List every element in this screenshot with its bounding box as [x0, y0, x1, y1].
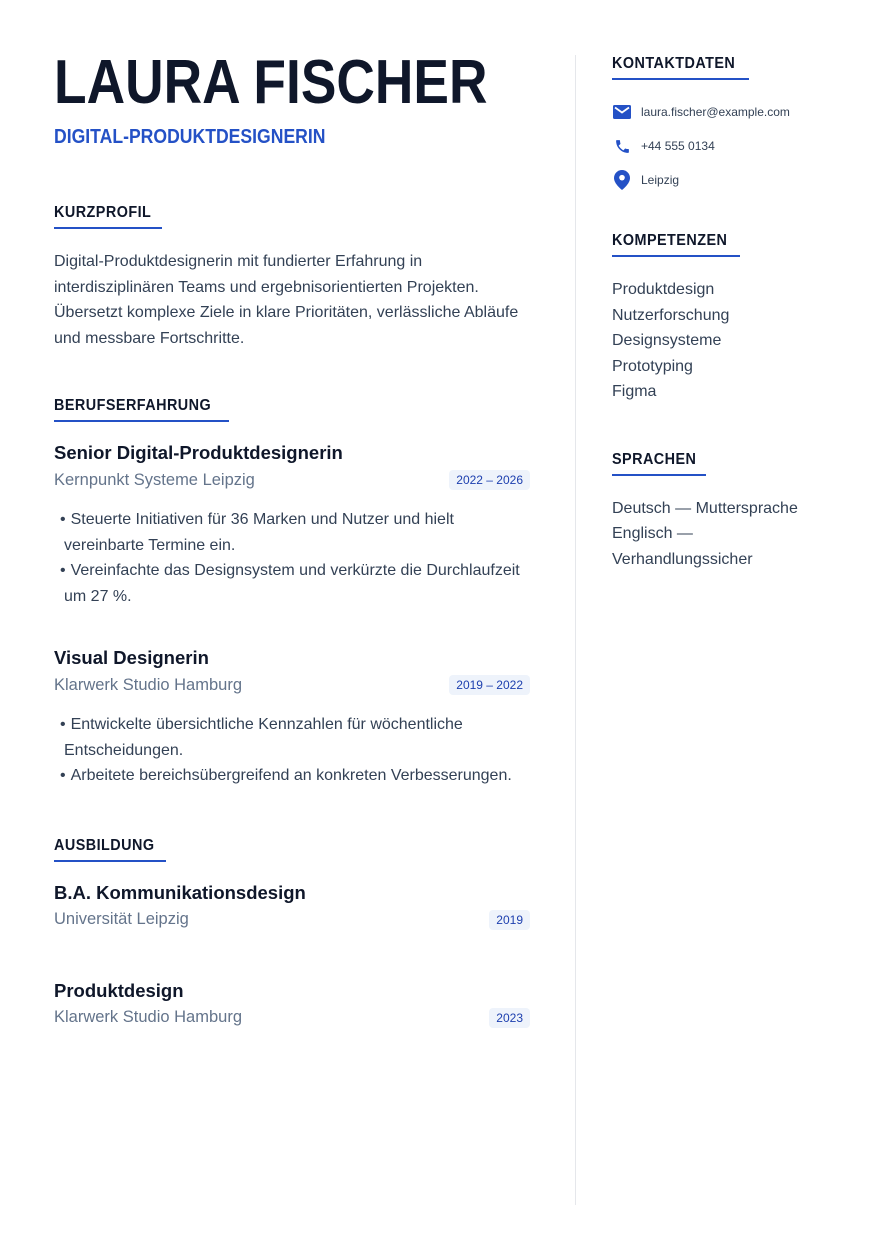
candidate-name: LAURA FISCHER	[54, 48, 488, 117]
education-degree: Produktdesign	[54, 979, 184, 1001]
skills-section	[612, 232, 852, 405]
location-pin-icon	[612, 170, 632, 190]
contact-phone-text: +44 555 0134	[641, 139, 715, 153]
column-divider	[575, 55, 576, 1205]
contact-phone[interactable]	[612, 136, 852, 156]
section-title-skills: KOMPETENZEN	[612, 232, 740, 257]
mail-icon	[612, 102, 632, 122]
contact-email-text: laura.fischer@example.com	[641, 105, 790, 119]
candidate-role: DIGITAL-PRODUKTDESIGNERIN	[54, 126, 326, 148]
education-year-badge: 2019	[489, 910, 530, 930]
education-school: Universität Leipzig	[54, 910, 189, 928]
list-item: Nutzerforschung	[612, 306, 730, 324]
list-item: • Vereinfachte das Designsystem und verkürzte die Durchlaufzeit um 27 %.	[54, 558, 530, 609]
profile-section	[54, 204, 530, 351]
job-company: Klarwerk Studio Hamburg	[54, 675, 242, 694]
education-entry	[54, 980, 530, 1028]
languages-section	[612, 451, 852, 573]
list-item: Designsysteme	[612, 332, 722, 349]
contact-email[interactable]	[612, 102, 852, 122]
section-title-education: AUSBILDUNG	[54, 837, 166, 862]
education-school: Klarwerk Studio Hamburg	[54, 1008, 242, 1026]
job-company: Kernpunkt Systeme Leipzig	[54, 470, 255, 489]
list-item: • Steuerte Initiativen für 36 Marken und Nutzer und hielt vereinbarte Termine ein.	[54, 507, 530, 558]
phone-icon	[612, 136, 632, 156]
list-item: Deutsch — Muttersprache	[612, 499, 798, 517]
side-column	[612, 55, 852, 572]
job-dates-badge: 2019 – 2022	[449, 675, 530, 695]
section-title-profile: KURZPROFIL	[54, 204, 162, 229]
contact-location	[612, 170, 852, 190]
education-year-badge: 2023	[489, 1008, 530, 1028]
list-item: Produktdesign	[612, 281, 715, 298]
list-item: Verhandlungssicher	[612, 550, 753, 568]
job-title: Visual Designerin	[54, 647, 209, 668]
contact-location-text: Leipzig	[641, 173, 680, 187]
job-entry	[54, 442, 530, 609]
contact-section	[612, 55, 852, 190]
section-title-languages: SPRACHEN	[612, 451, 706, 476]
job-bullets	[54, 507, 530, 609]
section-title-experience: BERUFSERFAHRUNG	[54, 397, 229, 422]
section-title-contact: KONTAKTDATEN	[612, 55, 749, 80]
education-entry	[54, 882, 530, 930]
list-item: Englisch —	[612, 525, 693, 542]
job-bullets	[54, 712, 530, 789]
list-item: • Entwickelte übersichtliche Kennzahlen für wöchentliche Entscheidungen.	[54, 712, 530, 763]
main-column	[54, 48, 530, 1028]
experience-section	[54, 397, 530, 789]
list-item: Figma	[612, 383, 657, 400]
job-dates-badge: 2022 – 2026	[449, 470, 530, 490]
list-item: • Arbeitete bereichsübergreifend an konkreten Verbesserungen.	[54, 763, 530, 789]
list-item: Prototyping	[612, 357, 693, 375]
education-section	[54, 837, 530, 1028]
education-degree: B.A. Kommunikationsdesign	[54, 881, 306, 903]
job-title: Senior Digital-Produktdesignerin	[54, 442, 343, 463]
job-entry	[54, 647, 530, 789]
profile-text: Digital-Produktdesignerin mit fundierter Erfahrung in interdisziplinären Teams und ergebnisorientierten Projekten. Übersetzt komplexe Ziele in klare Prioritäten, verlässliche Abläufe und messbare Fortschritte.	[54, 253, 519, 347]
